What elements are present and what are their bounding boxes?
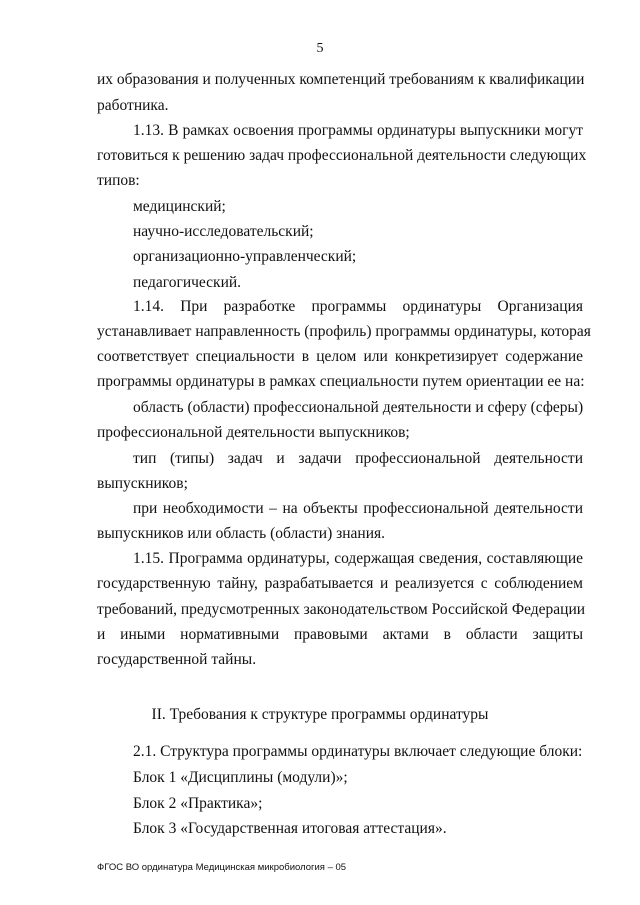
paragraph-line: устанавливает направленность (профиль) программы ординатуры, которая [97,323,591,340]
paragraph-line: 2.1. Структура программы ординатуры включает следующие блоки: [133,743,583,760]
paragraph-line: при необходимости – на объекты профессиональной деятельности [133,500,583,517]
paragraph-line: 1.13. В рамках освоения программы ординатуры выпускники могут [133,122,583,139]
list-item: Блок 3 «Государственная итоговая аттестация». [133,820,447,837]
paragraph-line: государственную тайну, разрабатывается и реализуется с соблюдением [97,575,583,592]
list-item: Блок 1 «Дисциплины (модули)»; [133,769,348,786]
paragraph-line: готовиться к решению задач профессиональной деятельности следующих [97,147,587,164]
list-item: научно-исследовательский; [133,223,314,240]
paragraph-line: профессиональной деятельности выпускников; [97,424,410,441]
page-footer: ФГОС ВО ординатура Медицинская микробиология – 05 [97,862,347,873]
paragraph-line: 1.14. При разработке программы ординатуры Организация [133,298,583,315]
paragraph-line: соответствует специальности в целом или конкретизирует содержание [97,348,583,365]
paragraph-line: выпускников или область (области) знания. [97,525,386,542]
list-item: организационно-управленческий; [133,248,357,265]
list-item: Блок 2 «Практика»; [133,795,263,812]
paragraph-line: типов: [97,172,140,189]
paragraph-line: и иными нормативными правовыми актами в области защиты [97,626,583,643]
paragraph-line: требований, предусмотренных законодательством Российской Федерации [97,601,586,618]
paragraph-line: область (области) профессиональной деятельности и сферу (сферы) [133,399,584,416]
paragraph-line: работника. [97,97,169,114]
list-item: медицинский; [133,198,226,215]
list-item: педагогический. [133,274,242,291]
paragraph-line: программы ординатуры в рамках специальности путем ориентации ее на: [97,373,585,390]
paragraph-line: государственной тайны. [97,651,257,668]
page-number: 5 [316,41,324,56]
paragraph-line: выпускников; [97,475,188,492]
paragraph-line: тип (типы) задач и задачи профессиональной деятельности [133,450,583,467]
paragraph-line: их образования и полученных компетенций требованиям к квалификации [97,71,585,88]
section-heading: II. Требования к структуре программы ординатуры [151,706,489,723]
paragraph-line: 1.15. Программа ординатуры, содержащая сведения, составляющие [133,550,583,567]
